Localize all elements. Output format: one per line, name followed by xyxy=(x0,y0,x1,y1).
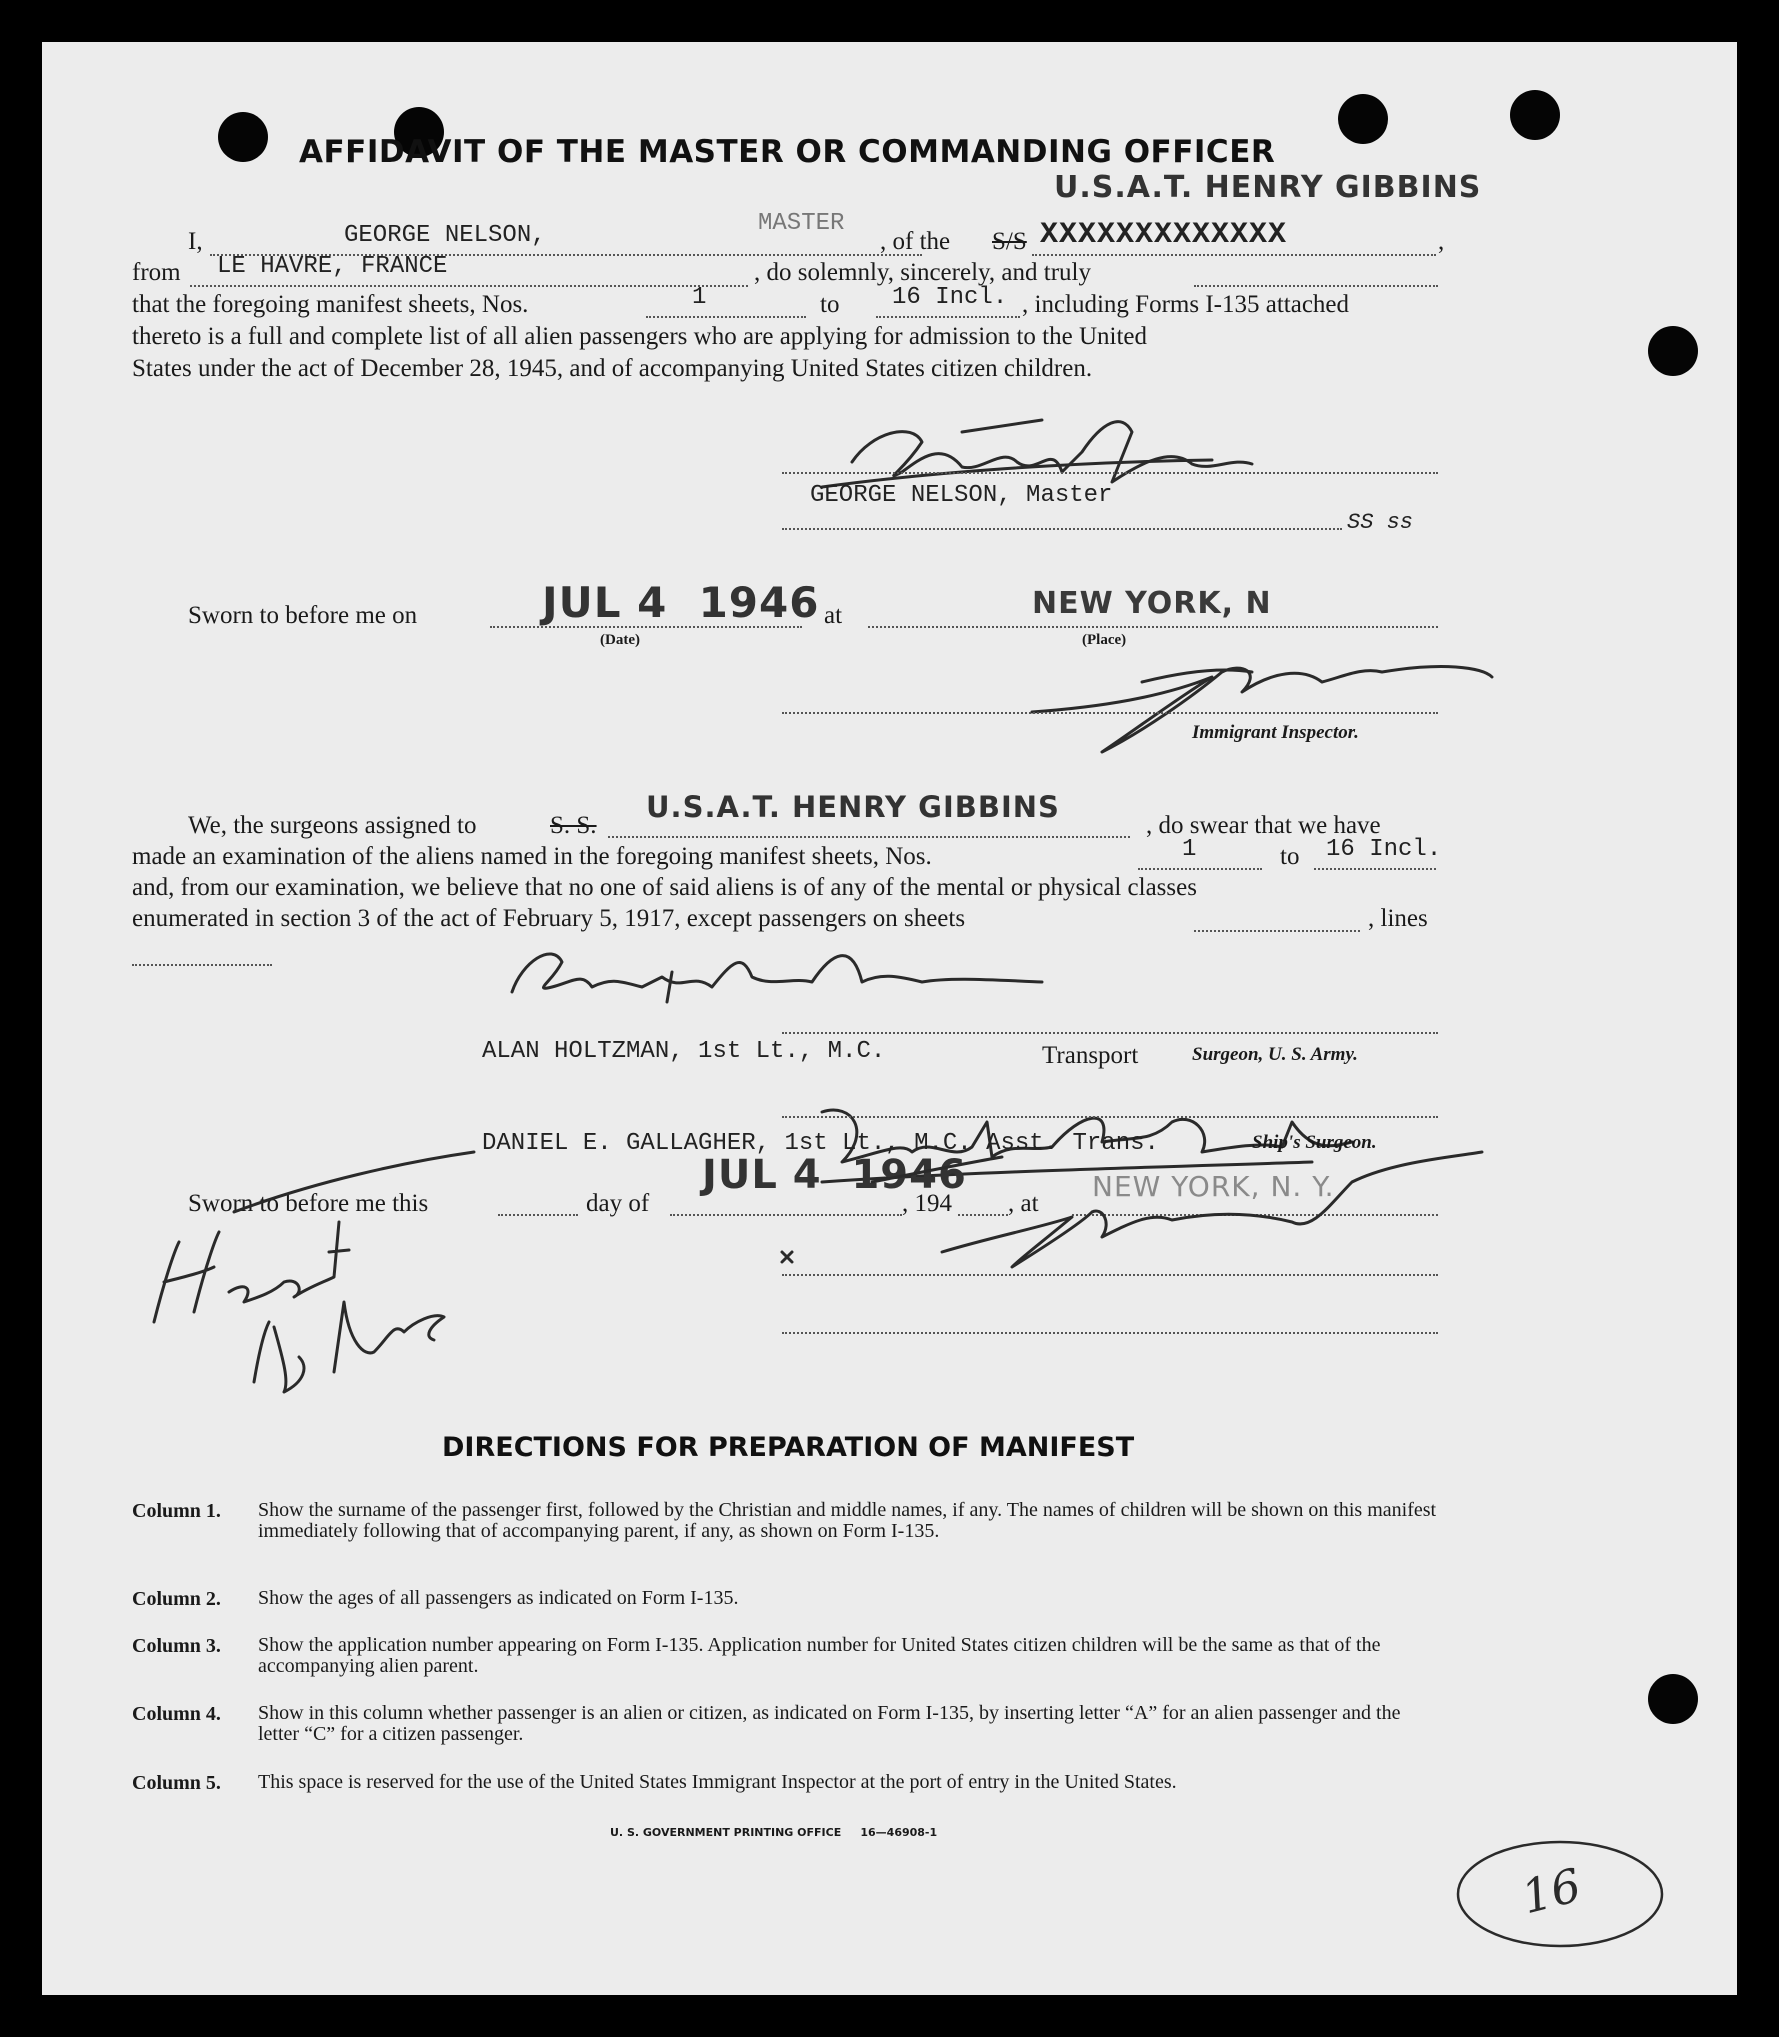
surgeons-suffix: , do swear that we have xyxy=(1146,812,1381,839)
to-label: to xyxy=(820,291,840,318)
surgeons-line4: enumerated in section 3 of the act of February 5, 1917, except passengers on sheets xyxy=(132,905,966,932)
surgeons-sheet-from: 1 xyxy=(1182,836,1197,863)
punch-hole xyxy=(1338,94,1388,144)
vessel-stamp: U.S.A.T. HENRY GIBBINS xyxy=(1054,170,1482,205)
surgeons-line3: and, from our examination, we believe that no one of said aliens is of any of the mental or physical classes xyxy=(132,874,1197,901)
surgeons-ss-struck: S. S. xyxy=(550,812,597,839)
ss-struck-label: S/S xyxy=(992,228,1027,255)
surgeon1-transport-label: Transport xyxy=(1042,1042,1139,1069)
date-caption: (Date) xyxy=(600,632,640,648)
punch-hole xyxy=(1510,90,1560,140)
day-of-label: day of xyxy=(586,1190,650,1217)
lines-label: , lines xyxy=(1368,905,1428,932)
place-caption: (Place) xyxy=(1082,632,1127,648)
sworn2-date-stamp: JUL 4 1946 xyxy=(702,1152,967,1198)
sworn2-at-label: , at xyxy=(1008,1190,1039,1217)
surgeons-sheet-to: 16 Incl. xyxy=(1326,836,1442,863)
master-title-stamp: MASTER xyxy=(758,210,845,237)
column-text: Show the application number appearing on Form I-135. Application number for United States citizen children will be the same as that of the accompanying alien parent. xyxy=(258,1634,1381,1677)
surgeon2-caption: Ship's Surgeon. xyxy=(1252,1132,1377,1153)
affidavit-line3: that the foregoing manifest sheets, Nos. xyxy=(132,291,529,318)
column-text: Show the ages of all passengers as indicated on Form I-135. xyxy=(258,1587,739,1609)
sworn-label: Sworn to before me on xyxy=(188,602,418,629)
sheet-to-number: 16 Incl. xyxy=(892,284,1008,311)
inspector-signature xyxy=(1022,642,1502,762)
surgeons-prefix: We, the surgeons assigned to xyxy=(188,812,477,839)
year-print: , 194 xyxy=(902,1190,952,1217)
vessel-name-crossed-out: XXXXXXXXXXXXX xyxy=(1040,218,1288,252)
surgeons-line2: made an examination of the aliens named in the foregoing manifest sheets, Nos. xyxy=(132,843,932,870)
sheet-number-handwritten: 16 xyxy=(1516,1857,1587,1925)
ss-handwritten-mark: SS ss xyxy=(1347,510,1414,535)
at-label: at xyxy=(824,602,843,629)
master-name: GEORGE NELSON, xyxy=(344,222,546,249)
column-text: Show in this column whether passenger is an alien or citizen, as indicated on Form I-135, by inserting letter “A” for an alien passenger and the letter “C” for a citizen passenger. xyxy=(258,1702,1401,1745)
column-label: Column 4. xyxy=(132,1703,221,1725)
column-label: Column 1. xyxy=(132,1500,221,1522)
date-stamp: JUL 4 1946 xyxy=(542,578,820,627)
column-text: Show the surname of the passenger first, followed by the Christian and middle names, if any. The names of children will be shown on this manifest immediately following that of accompanying parent, if any, as shown on Form I-135. xyxy=(258,1499,1437,1542)
inspector-caption: Immigrant Inspector. xyxy=(1192,722,1359,743)
column-text: This space is reserved for the use of the United States Immigrant Inspector at the port of entry in the United States. xyxy=(258,1771,1177,1793)
punch-hole xyxy=(1648,1674,1698,1724)
affidavit-line5: States under the act of December 28, 1945, and of accompanying United States citizen children. xyxy=(132,355,1093,382)
from-label: from xyxy=(132,259,181,286)
solemnly-text: , do solemnly, sincerely, and truly xyxy=(754,259,1091,286)
column-label: Column 2. xyxy=(132,1588,221,1610)
sworn2-place-stamp: NEW YORK, N. Y. xyxy=(1092,1170,1335,1203)
surgeon1-caption: Surgeon, U. S. Army. xyxy=(1192,1044,1358,1065)
surgeons-to-label: to xyxy=(1280,843,1300,870)
sworn2-label: Sworn to before me this xyxy=(188,1190,429,1217)
affidavit-i-label: I, xyxy=(188,228,203,255)
from-port: LE HAVRE, FRANCE xyxy=(217,253,448,280)
surgeon1-typed-name: ALAN HOLTZMAN, 1st Lt., M.C. xyxy=(482,1038,886,1065)
printing-office-footer: U. S. GOVERNMENT PRINTING OFFICE 16—46908-1 xyxy=(610,1826,938,1839)
punch-hole xyxy=(1648,326,1698,376)
sworn2-inspector-signature xyxy=(772,1142,1492,1282)
column-label: Column 5. xyxy=(132,1772,221,1794)
directions-title: DIRECTIONS FOR PREPARATION OF MANIFEST xyxy=(442,1432,1135,1463)
column-label: Column 3. xyxy=(132,1635,221,1657)
punch-hole xyxy=(218,112,268,162)
manifest-affidavit-sheet: AFFIDAVIT OF THE MASTER OR COMMANDING OFFICER U.S.A.T. HENRY GIBBINS I, GEORGE NELSON, MASTER , of the S/S XXXXXXXXXXXXX , from LE HAVRE, FRANCE , do solemnly, sincerely, and truly that the foregoing manifest sheets, Nos. 1 to 16 Incl. , including Forms I-135 attached thereto is a full and complete list of all alien passengers who are applying for admission to the United States under the act of December 28, 1945, and of accompanying United States citizen children. GEORGE NELSON, Master SS ss Sworn to before me on JUL 4 1946 (Date) at NEW YORK, N (Place) Immigrant Inspector. We, the surgeons assigned to S. S. U.S.A.T. HENRY GIBBINS , do swear that we have made an examination of the aliens named in the foregoing manifest sheets, Nos. 1 to 16 Incl. and, from our examination, we believe that no one of said aliens is of any of the mental or physical classes enumerated in section 3 of the act of February 5, 1917, except passengers on sheets , lines ALAN HOLTZMAN, 1st Lt., M.C. Transport Surgeon, U. S. Army. DANIEL E. GALLAGHER, 1st Lt., M.C. Asst. Trans. Ship's Surgeon. Sworn to before me this day of JUL 4 1946 , 194 , at NEW YORK, N. Y. DIRECTIONS FOR PREPARATION OF MANIFEST Column 1. Show the surname of the passenger first, followed by the Christian and middle names, if any. The names of children will be shown on this manifest immediately following that of accompanying parent, if any, as shown on Form I-135. Column 2. Show the ages of all passengers as indicated on Form I-135. Column 3. Show the application number appearing on Form I-135. Application number for United States citizen children will be the same as that of the accompanying alien parent. Column 4. Show in this column whether passenger is an alien or citizen, as indicated on Form I-135, by inserting letter “A” for an alien passenger and the letter “C” for a citizen passenger. Column 5. This space is reserved for the use of the United States Immigrant Inspector at the port of entry in the United States. U. S. GOVERNMENT PRINTING OFFICE 16—46908-1 16 xyxy=(42,42,1737,1995)
affidavit-line3-suffix: , including Forms I-135 attached xyxy=(1022,291,1350,318)
head-tax-handwritten-note xyxy=(134,1142,494,1442)
sheet-from-number: 1 xyxy=(692,284,707,311)
surgeon1-signature xyxy=(492,932,1052,1022)
of-the-label: , of the xyxy=(880,228,951,255)
master-typed-name: GEORGE NELSON, Master xyxy=(810,482,1113,509)
affidavit-line4: thereto is a full and complete list of all alien passengers who are applying for admission to the United xyxy=(132,323,1148,350)
place-stamp: NEW YORK, N xyxy=(1032,586,1272,621)
affidavit-title: AFFIDAVIT OF THE MASTER OR COMMANDING OFFICER xyxy=(299,134,1276,170)
surgeons-vessel-stamp: U.S.A.T. HENRY GIBBINS xyxy=(646,790,1060,824)
surgeon2-typed-name: DANIEL E. GALLAGHER, 1st Lt., M.C. Asst. Trans. xyxy=(482,1130,1159,1157)
